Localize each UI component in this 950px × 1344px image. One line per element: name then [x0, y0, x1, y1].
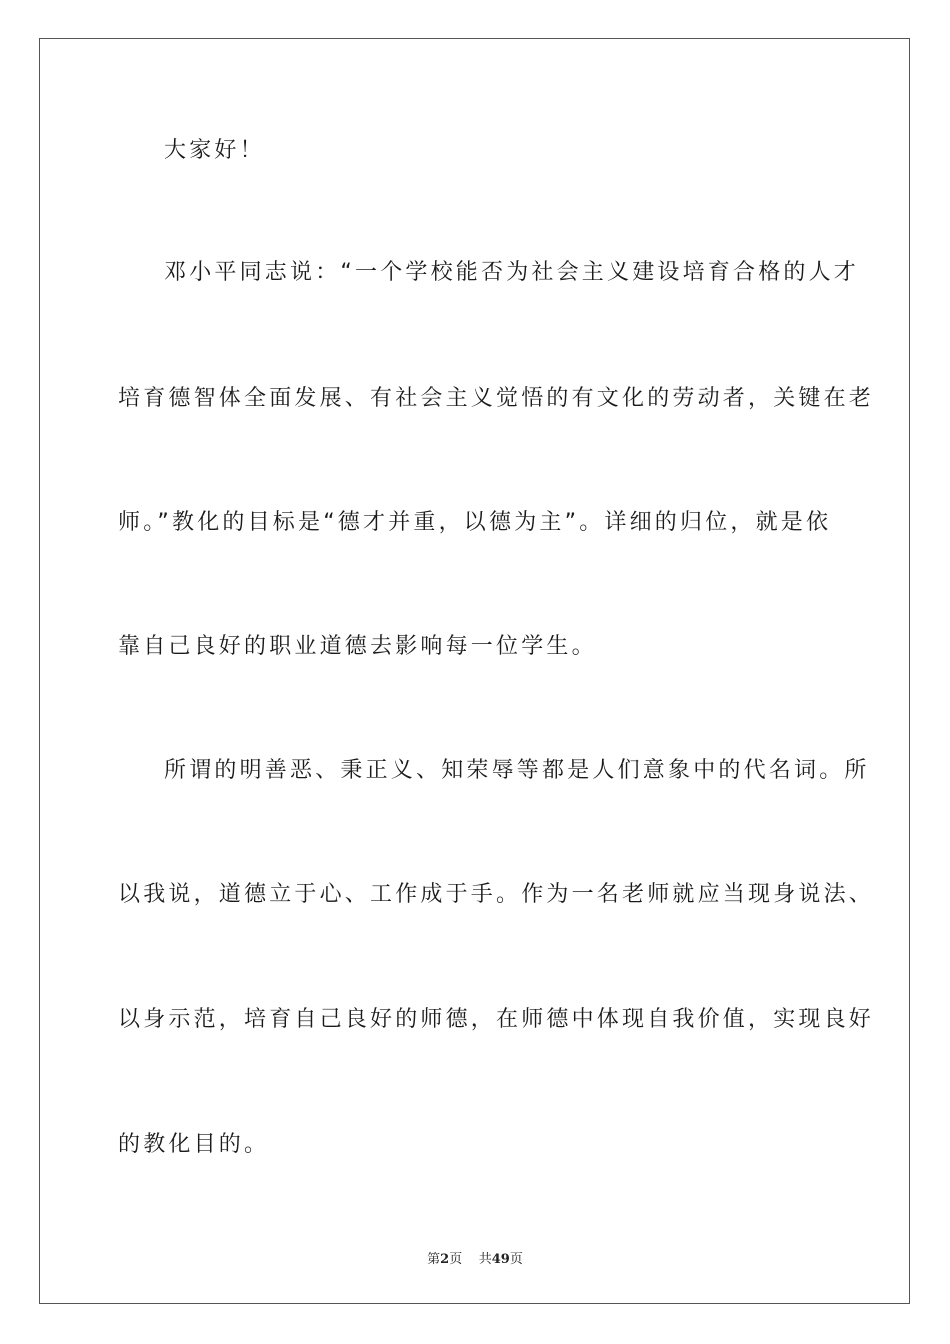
total-suffix: 页: [509, 1252, 523, 1267]
paragraph-2-line-2: 以我说，道德立于心、工作成于手。作为一名老师就应当现身说法、: [118, 882, 875, 907]
page-footer: [0, 1248, 950, 1267]
page-number: 2: [440, 1252, 450, 1267]
paragraph-1-line-4: 靠自己良好的职业道德去影响每一位学生。: [118, 634, 597, 659]
page-prefix: 第: [427, 1252, 441, 1267]
paragraph-2-line-4: 的教化目的。: [118, 1132, 270, 1157]
total-pages: 49: [491, 1252, 510, 1267]
paragraph-1-line-2: 培育德智体全面发展、有社会主义觉悟的有文化的劳动者，关键在老: [118, 386, 875, 411]
paragraph-2-line-1: 所谓的明善恶、秉正义、知荣辱等都是人们意象中的代名词。所: [164, 758, 870, 783]
greeting-line: 大家好！: [164, 138, 265, 163]
paragraph-2-line-3: 以身示范，培育自己良好的师德，在师德中体现自我价值，实现良好: [118, 1007, 875, 1032]
page-suffix: 页: [449, 1252, 463, 1267]
paragraph-1-line-3: 师。”教化的目标是“德才并重，以德为主”。详细的归位，就是依: [118, 510, 832, 535]
total-prefix: 共: [478, 1252, 492, 1267]
paragraph-1-line-1: 邓小平同志说：“一个学校能否为社会主义建设培育合格的人才: [164, 260, 859, 285]
page-border: [39, 38, 910, 1304]
